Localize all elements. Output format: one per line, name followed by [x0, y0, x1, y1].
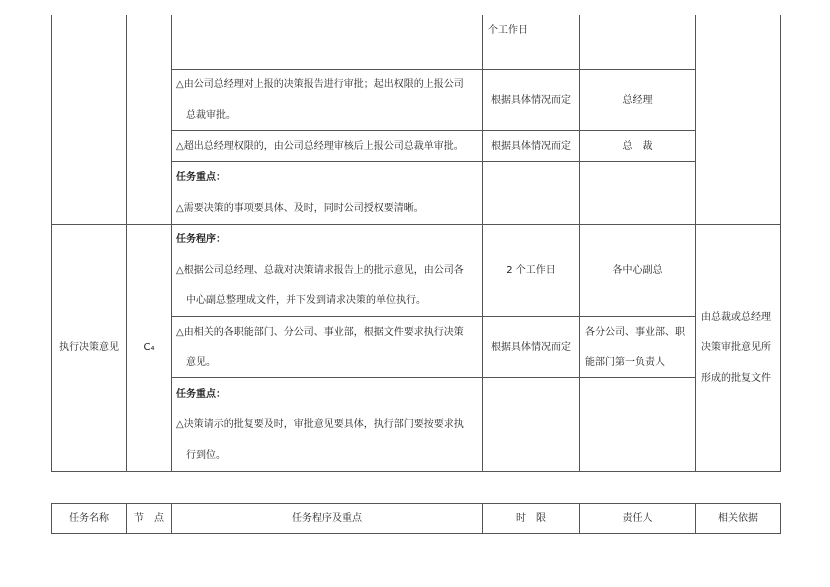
responsible-cell: 各中心副总 — [612, 265, 663, 276]
key-points-title: 任务重点： — [176, 172, 226, 183]
table-border-left — [51, 15, 52, 472]
basis-cell: 形成的批复文件 — [701, 373, 771, 384]
procedure-text: 中心副总整理成文件，并下发到请求决策的单位执行。 — [186, 295, 426, 306]
procedure-title: 任务程序： — [176, 234, 226, 245]
column-divider — [482, 15, 483, 472]
procedure-text: △由相关的各职能部门、分公司、事业部，根据文件要求执行决策 — [176, 327, 464, 338]
row-divider — [171, 316, 696, 317]
header-task-name: 任务名称 — [69, 513, 109, 524]
procedure-text: △由公司总经理对上报的决策报告进行审批；起出权限的上报公司 — [176, 79, 464, 90]
time-limit-cell: 根据具体情况而定 — [491, 342, 571, 353]
header-time-limit: 时 限 — [516, 513, 546, 524]
header-border-right — [780, 503, 781, 534]
key-points-text: △决策请示的批复要及时，审批意见要具体，执行部门要按要求执 — [176, 419, 464, 430]
responsible-cell: 总 裁 — [622, 141, 653, 152]
task-name-cell: 执行决策意见 — [59, 342, 119, 353]
table-border-bottom — [51, 471, 781, 472]
column-divider — [695, 15, 696, 472]
key-points-text: △需要决策的事项要具体、及时，同时公司授权要清晰。 — [176, 203, 424, 214]
basis-cell: 由总裁或总经理 — [701, 312, 771, 323]
table-border-right — [780, 15, 781, 472]
time-limit-cell: 2 个工作日 — [506, 265, 556, 276]
key-points-title: 任务重点： — [176, 389, 226, 400]
row-divider — [171, 130, 696, 131]
procedure-text: △超出总经理权限的，由公司总经理审核后上报公司总裁单审批。 — [176, 141, 464, 152]
responsible-cell: 各分公司、事业部、职 — [585, 327, 685, 338]
header-basis: 相关依据 — [718, 513, 758, 524]
header-procedure: 任务程序及重点 — [292, 513, 362, 524]
row-divider — [171, 377, 696, 378]
column-divider — [579, 15, 580, 472]
header-border-top — [51, 503, 781, 504]
node-cell: C₄ — [143, 342, 155, 353]
time-limit-cell: 个工作日 — [488, 25, 528, 36]
time-limit-cell: 根据具体情况而定 — [491, 141, 571, 152]
key-points-text: 行到位。 — [186, 450, 226, 461]
row-divider — [171, 69, 696, 70]
row-divider — [51, 224, 781, 225]
procedure-text: △根据公司总经理、总裁对决策请求报告上的批示意见，由公司各 — [176, 265, 464, 276]
column-divider — [126, 15, 127, 472]
basis-cell: 决策审批意见所 — [701, 342, 771, 353]
header-responsible: 责任人 — [622, 513, 653, 524]
procedure-text: 总裁审批。 — [186, 110, 236, 121]
column-divider — [171, 15, 172, 472]
header-border-bottom — [51, 533, 781, 534]
responsible-cell: 能部门第一负责人 — [585, 357, 665, 368]
procedure-text: 意见。 — [186, 357, 216, 368]
time-limit-cell: 根据具体情况而定 — [491, 95, 571, 106]
responsible-cell: 总经理 — [622, 95, 653, 106]
row-divider — [171, 161, 696, 162]
header-node: 节 点 — [134, 513, 164, 524]
